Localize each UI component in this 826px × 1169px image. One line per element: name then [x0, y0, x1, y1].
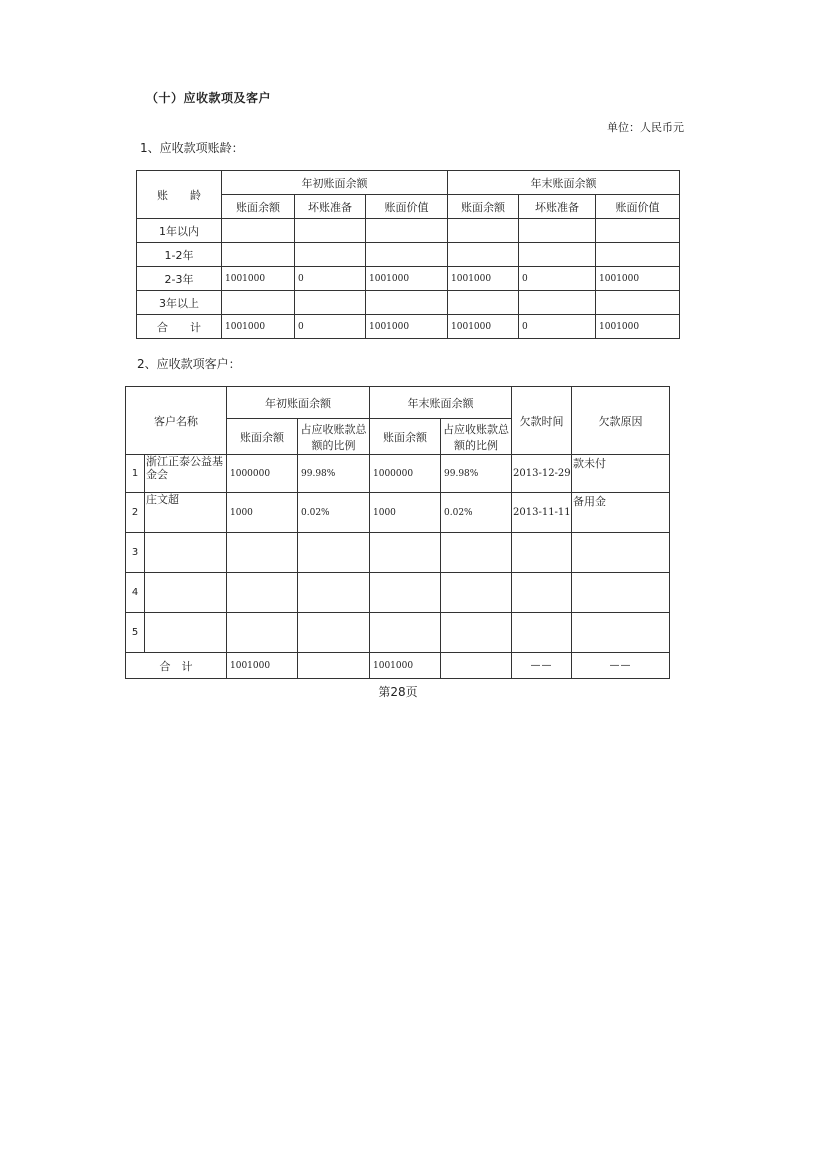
- page-number: 第28页: [378, 685, 418, 699]
- column-header: 账面余额: [227, 419, 298, 455]
- end-ratio: [441, 613, 512, 653]
- table-row: [126, 493, 670, 533]
- begin-balance: [227, 533, 298, 573]
- age-header: 账 龄: [137, 171, 222, 219]
- debt-reason: 款未付: [572, 455, 670, 493]
- table-cell: [295, 219, 366, 243]
- begin-balance-header: 年初账面余额: [222, 171, 448, 195]
- age-label: 3年以上: [137, 291, 222, 315]
- customer-name: [145, 573, 227, 613]
- begin-balance: [227, 573, 298, 613]
- table-cell: 1001000: [596, 267, 680, 291]
- column-header: 坏账准备: [519, 195, 596, 219]
- table-cell: [366, 243, 448, 267]
- table-cell: 1001000: [448, 315, 519, 339]
- total-label: 合 计: [126, 653, 227, 679]
- end-balance: [370, 613, 441, 653]
- end-balance-header: 年末账面余额: [370, 387, 512, 419]
- begin-balance: [227, 613, 298, 653]
- age-label: 1-2年: [137, 243, 222, 267]
- table-cell: [448, 243, 519, 267]
- end-balance: 1000000: [370, 455, 441, 493]
- table-cell: 0: [519, 267, 596, 291]
- age-label: 1年以内: [137, 219, 222, 243]
- currency-unit: 单位：人民币元: [607, 121, 684, 134]
- begin-ratio: [298, 573, 370, 613]
- column-header: 占应收账款总额的比例: [441, 419, 512, 455]
- total-row: [137, 315, 680, 339]
- table-cell: [596, 291, 680, 315]
- table-cell: [519, 219, 596, 243]
- customer-name: [145, 533, 227, 573]
- row-index: 4: [126, 573, 145, 613]
- table-cell: [519, 243, 596, 267]
- table-row: [126, 613, 670, 653]
- debt-reason: ——: [572, 653, 670, 679]
- table-cell: 0: [295, 267, 366, 291]
- begin-ratio: [298, 533, 370, 573]
- debt-date: [512, 573, 572, 613]
- begin-balance: 1001000: [227, 653, 298, 679]
- row-index: 5: [126, 613, 145, 653]
- debt-date: 2013-11-11: [512, 493, 572, 533]
- customers-table: [125, 386, 670, 679]
- table-cell: 1001000: [448, 267, 519, 291]
- column-header: 占应收账款总额的比例: [298, 419, 370, 455]
- table-cell: 1001000: [366, 267, 448, 291]
- table-row: [137, 243, 680, 267]
- end-ratio: [441, 533, 512, 573]
- table-cell: [222, 291, 295, 315]
- table-cell: 1001000: [596, 315, 680, 339]
- table-row: [126, 573, 670, 613]
- begin-balance: 1000000: [227, 455, 298, 493]
- table-cell: 1001000: [222, 315, 295, 339]
- debt-reason-header: 欠款原因: [572, 387, 670, 455]
- customers-subtitle: 2、应收款项客户：: [137, 357, 241, 371]
- debt-reason: [572, 613, 670, 653]
- debt-date: ——: [512, 653, 572, 679]
- column-header: 账面价值: [596, 195, 680, 219]
- end-ratio: 0.02%: [441, 493, 512, 533]
- table-row: [137, 291, 680, 315]
- table-cell: 1001000: [366, 315, 448, 339]
- end-balance-header: 年末账面余额: [448, 171, 680, 195]
- column-header: 账面余额: [448, 195, 519, 219]
- begin-ratio: 99.98%: [298, 455, 370, 493]
- table-cell: [596, 219, 680, 243]
- begin-ratio: 0.02%: [298, 493, 370, 533]
- row-index: 2: [126, 493, 145, 533]
- table-cell: [448, 219, 519, 243]
- end-balance: 1000: [370, 493, 441, 533]
- table-cell: [519, 291, 596, 315]
- column-header: 账面余额: [222, 195, 295, 219]
- end-balance: [370, 573, 441, 613]
- table-cell: [448, 291, 519, 315]
- table-row: [126, 533, 670, 573]
- aging-subtitle: 1、应收款项账龄：: [140, 141, 244, 155]
- column-header: 账面价值: [366, 195, 448, 219]
- debt-date: 2013-12-29: [512, 455, 572, 493]
- debt-date-header: 欠款时间: [512, 387, 572, 455]
- customer-name: 浙江正泰公益基金会: [145, 455, 227, 493]
- begin-balance: 1000: [227, 493, 298, 533]
- row-index: 1: [126, 455, 145, 493]
- table-cell: [366, 291, 448, 315]
- table-row: [137, 267, 680, 291]
- table-row: [126, 455, 670, 493]
- table-cell: [222, 243, 295, 267]
- table-row: [137, 219, 680, 243]
- begin-ratio: [298, 613, 370, 653]
- debt-reason: 备用金: [572, 493, 670, 533]
- aging-table: [136, 170, 680, 339]
- table-cell: [295, 291, 366, 315]
- table-cell: [295, 243, 366, 267]
- end-balance: [370, 533, 441, 573]
- customer-name-header: 客户名称: [126, 387, 227, 455]
- total-label: 合 计: [137, 315, 222, 339]
- table-cell: 0: [519, 315, 596, 339]
- total-row: [126, 653, 670, 679]
- begin-ratio: [298, 653, 370, 679]
- debt-reason: [572, 533, 670, 573]
- begin-balance-header: 年初账面余额: [227, 387, 370, 419]
- table-cell: 1001000: [222, 267, 295, 291]
- table-cell: [222, 219, 295, 243]
- end-ratio: [441, 573, 512, 613]
- row-index: 3: [126, 533, 145, 573]
- table-cell: [596, 243, 680, 267]
- column-header: 坏账准备: [295, 195, 366, 219]
- end-ratio: [441, 653, 512, 679]
- debt-date: [512, 613, 572, 653]
- table-cell: [366, 219, 448, 243]
- section-title: （十）应收款项及客户: [146, 91, 272, 105]
- debt-reason: [572, 573, 670, 613]
- debt-date: [512, 533, 572, 573]
- end-balance: 1001000: [370, 653, 441, 679]
- column-header: 账面余额: [370, 419, 441, 455]
- customer-name: [145, 613, 227, 653]
- end-ratio: 99.98%: [441, 455, 512, 493]
- customer-name: 庄文超: [145, 493, 227, 533]
- table-cell: 0: [295, 315, 366, 339]
- age-label: 2-3年: [137, 267, 222, 291]
